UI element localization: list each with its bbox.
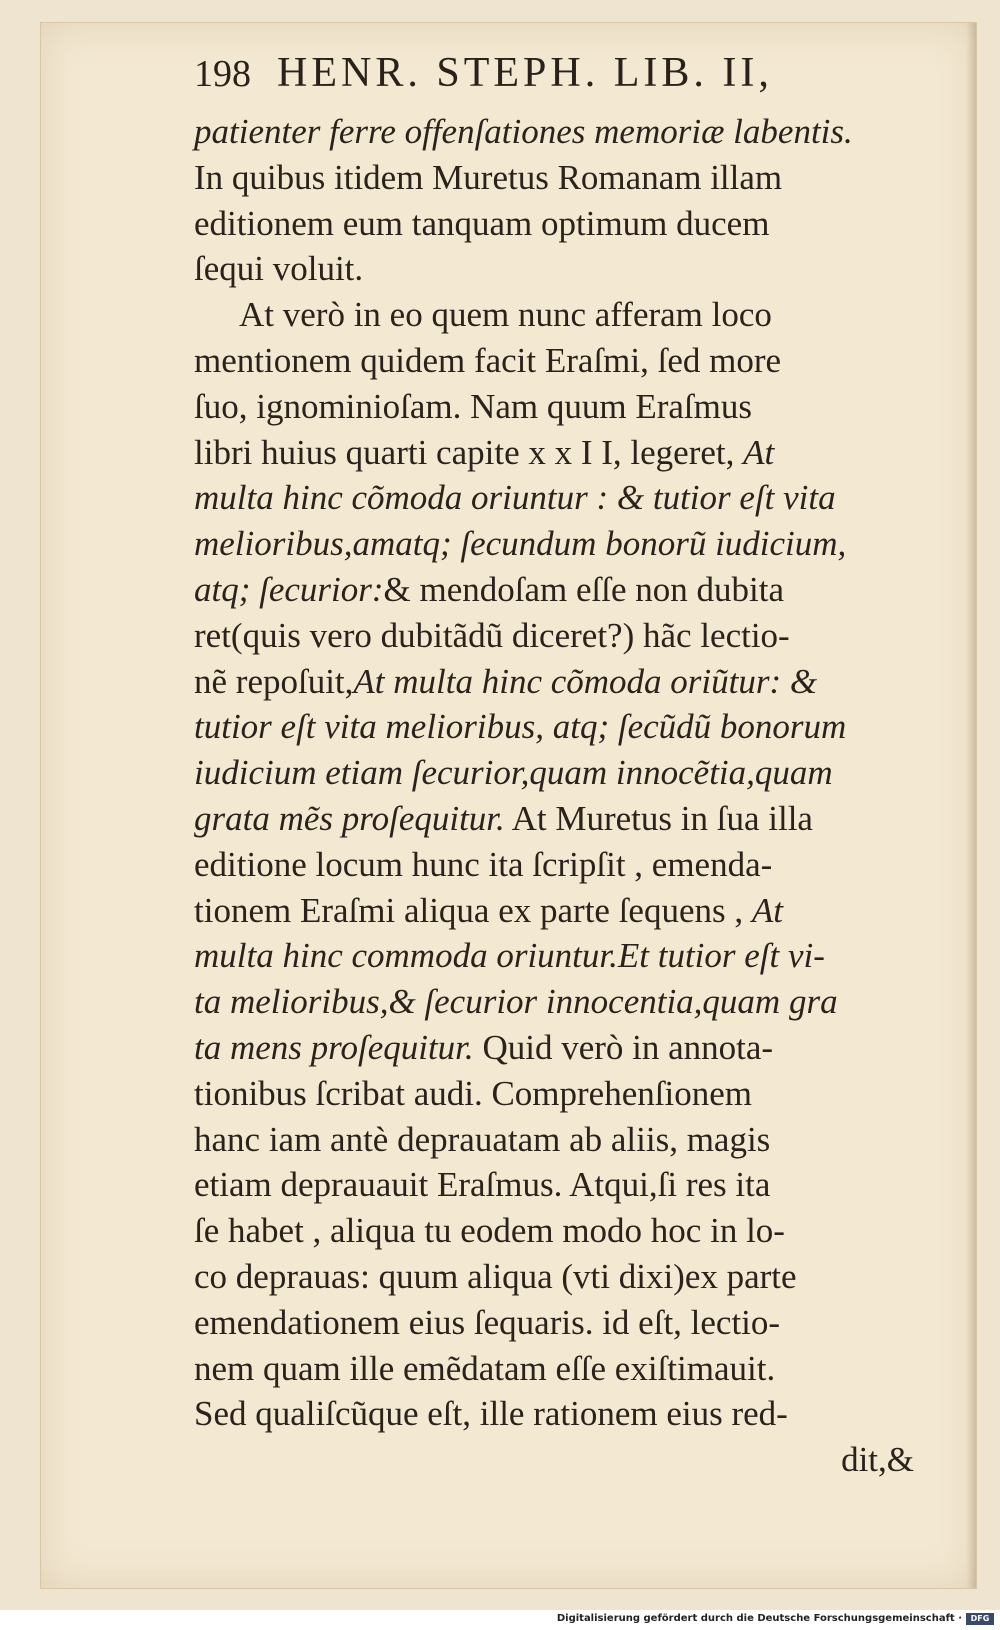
roman-segment: editione locum hunc ita ſcripſit , emenda- <box>194 844 773 884</box>
italic-segment: At <box>751 890 783 930</box>
roman-segment: dit,& <box>841 1440 914 1480</box>
roman-segment: ret(quis vero dubitãdũ diceret?) hãc lectio- <box>194 615 790 655</box>
text-line <box>194 201 914 247</box>
text-line <box>194 109 914 155</box>
text-line <box>194 704 914 750</box>
text-line <box>194 246 914 292</box>
roman-segment: ſe habet , aliqua tu eodem modo hoc in lo- <box>194 1211 785 1251</box>
italic-segment: melioribus,amatq; ſecundum bonorũ iudicium, <box>194 524 847 564</box>
roman-segment: & mendoſam eſſe non dubita <box>383 569 785 609</box>
text-line <box>194 888 914 934</box>
text-line <box>194 521 914 567</box>
roman-segment: At verò in eo quem nunc afferam loco <box>239 295 772 335</box>
italic-segment: patienter ferre offenſationes memoriæ labentis. <box>194 112 853 151</box>
text-line <box>194 750 914 796</box>
roman-segment: ſequi voluit. <box>194 249 364 289</box>
text-line <box>194 1437 914 1483</box>
footer-bar <box>0 1610 1000 1630</box>
text-line <box>194 1300 914 1346</box>
text-line <box>194 155 914 201</box>
text-line <box>194 338 914 384</box>
text-line <box>194 1025 914 1071</box>
text-line <box>194 796 914 842</box>
roman-segment: Sed qualiſcũque eſt, ille rationem eius red- <box>194 1394 788 1434</box>
italic-segment: At multa hinc cõmoda oriũtur: & <box>353 661 818 701</box>
page-gutter-shadow <box>966 23 976 1588</box>
text-line <box>194 567 914 613</box>
text-line <box>194 613 914 659</box>
italic-segment: grata mẽs proſequitur. <box>194 798 505 838</box>
roman-segment: emendationem eius ſequaris. id eſt, lectio- <box>194 1302 781 1342</box>
text-line <box>194 1346 914 1392</box>
text-line <box>194 1117 914 1163</box>
text-line <box>194 1391 914 1437</box>
roman-segment: ſuo, ignominioſam. Nam quum Eraſmus <box>194 386 753 426</box>
roman-segment: mentionem quidem facit Eraſmi, ſed more <box>194 340 782 380</box>
text-line <box>194 933 914 979</box>
roman-segment: etiam deprauauit Eraſmus. Atqui,ſi res ita <box>194 1165 771 1205</box>
italic-segment: atq; ſecurior: <box>194 569 384 609</box>
text-line <box>194 842 914 888</box>
italic-segment: multa hinc cõmoda oriuntur : & tutior eſt vita <box>194 478 836 518</box>
roman-segment: co deprauas: quum aliqua (vti dixi)ex parte <box>194 1256 797 1296</box>
roman-segment: In quibus itidem Muretus Romanam illam <box>194 157 783 197</box>
running-header <box>194 49 773 97</box>
roman-segment: tionem Eraſmi aliqua ex parte ſequens , <box>194 890 752 930</box>
text-line <box>194 384 914 430</box>
text-line <box>194 475 914 521</box>
roman-segment: nẽ repoſuit, <box>194 661 354 701</box>
roman-segment: Quid verò in annota- <box>473 1027 774 1067</box>
italic-segment: multa hinc commoda oriuntur.Et tutior eſt vi- <box>194 936 825 976</box>
text-line <box>194 659 914 705</box>
roman-segment: At Muretus in ſua illa <box>504 798 813 838</box>
dfg-logo: DFG <box>966 1613 994 1625</box>
text-line <box>194 1254 914 1300</box>
roman-segment: editionem eum tanquam optimum ducem <box>194 203 770 243</box>
body-text <box>194 109 914 1483</box>
italic-segment: tutior eſt vita melioribus, atq; ſecũdũ bonorum <box>194 707 847 747</box>
roman-segment: tionibus ſcribat audi. Comprehenſionem <box>194 1073 752 1113</box>
text-line <box>194 1162 914 1208</box>
italic-segment: iudicium etiam ſecurior,quam innocẽtia,quam <box>194 753 833 793</box>
text-line <box>194 430 914 476</box>
page-number: 198 <box>194 53 251 95</box>
italic-segment: At <box>743 432 775 472</box>
book-page <box>40 22 977 1589</box>
roman-segment: nem quam ille emẽdatam eſſe exiſtimauit. <box>194 1348 776 1388</box>
text-line <box>194 1208 914 1254</box>
text-line <box>194 292 914 338</box>
funding-credit: Digitalisierung gefördert durch die Deutsche Forschungsgemeinschaft · <box>556 1613 962 1624</box>
text-line <box>194 1071 914 1117</box>
roman-segment: hanc iam antè deprauatam ab aliis, magis <box>194 1119 771 1159</box>
roman-segment: libri huius quarti capite x x I I, legeret, <box>194 432 744 472</box>
italic-segment: ta mens proſequitur. <box>194 1027 474 1067</box>
italic-segment: ta melioribus,& ſecurior innocentia,quam gra <box>194 982 838 1022</box>
text-line <box>194 979 914 1025</box>
running-title: HENR. STEPH. LIB. II, <box>277 50 773 96</box>
